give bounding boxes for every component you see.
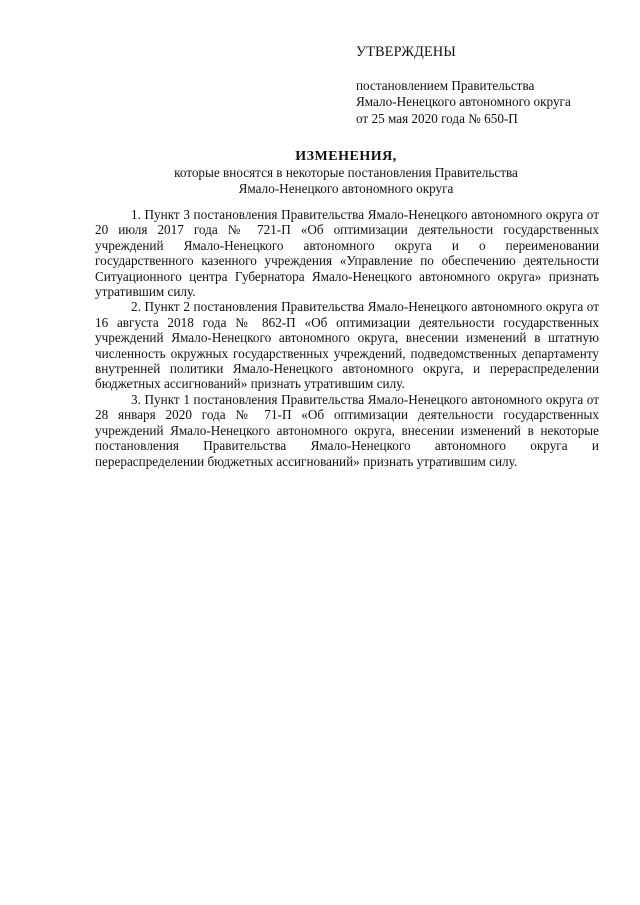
document-heading <box>0 149 640 197</box>
heading-title: ИЗМЕНЕНИЯ, <box>295 149 397 164</box>
paragraph-2: 2. Пункт 2 постановления Правительства Ямало-Ненецкого автономного округа от 16 августа 2018 года № 862-П «Об оптимизации деятельности государственных учреждений Ямало-Ненецкого автономного округа, внесении изменений в штатную численность окружных государственных учреждений, подведомственных департаменту внутренней политики Ямало-Ненецкого автономного округа, и перераспределении бюджетных ассигнований» признать утратившим силу. <box>95 299 599 392</box>
paragraph-3: 3. Пункт 1 постановления Правительства Ямало-Ненецкого автономного округа от 28 января 2020 года № 71-П «Об оптимизации деятельности государственных учреждений Ямало-Ненецкого автономного округа, внесении изменений в некоторые постановления Правительства Ямало-Ненецкого автономного округа и перераспределении бюджетных ассигнований» признать утратившим силу. <box>95 391 599 469</box>
approval-title: УТВЕРЖДЕНЫ <box>356 44 456 60</box>
approval-line-2: Ямало-Ненецкого автономного округа <box>356 94 571 109</box>
heading-subtitle-line-1: которые вносятся в некоторые постановления Правительства <box>174 165 518 180</box>
approval-line-1: постановлением Правительства <box>356 77 535 93</box>
heading-subtitle-line-2: Ямало-Ненецкого автономного округа <box>238 181 454 196</box>
approval-block <box>356 44 626 127</box>
paragraph-1: 1. Пункт 3 постановления Правительства Ямало-Ненецкого автономного округа от 20 июля 2017 года № 721-П «Об оптимизации деятельности государственных учреждений Ямало-Ненецкого автономного округа и о переименовании государственного казенного учреждения «Управление по обеспечению деятельности Ситуационного центра Губернатора Ямало-Ненецкого автономного округа» признать утратившим силу. <box>95 207 599 300</box>
approval-line-3: от 25 мая 2020 года № 650-П <box>356 110 518 126</box>
document-body <box>95 207 599 469</box>
